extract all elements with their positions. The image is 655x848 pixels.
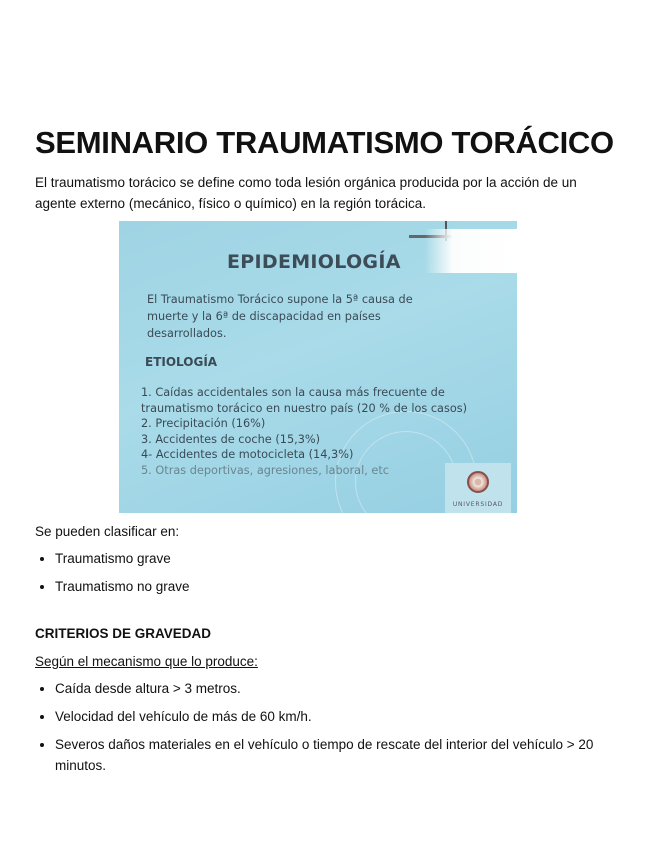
criteria-heading: CRITERIOS DE GRAVEDAD [35, 626, 212, 641]
light-glare [425, 229, 517, 273]
epidemiology-slide-photo [119, 221, 517, 513]
list-item: • Velocidad del vehículo de más de 60 km/h. [55, 706, 620, 727]
slide-etiology-list [141, 385, 471, 478]
slide-list-item: 3. Accidentes de coche (15,3%) [141, 432, 321, 446]
list-item: • Caída desde altura > 3 metros. [55, 678, 620, 699]
slide-paragraph: El Traumatismo Torácico supone la 5ª causa de muerte y la 6ª de discapacidad en países desarrollados. [147, 293, 413, 340]
intro-paragraph: El traumatismo torácico se define como toda lesión orgánica producida por la acción de un agente externo (mecánico, físico o químico) en la región torácica. [35, 175, 577, 211]
slide-list-item: 4- Accidentes de motocicleta (14,3%) [141, 448, 354, 461]
classify-list [35, 548, 620, 597]
slide-list-item: 1. Caídas accidentales son la causa más frecuente de traumatismo torácico en nuestro país (20 % de los casos) [141, 386, 468, 415]
slide-list-item: 5. Otras deportivas, agresiones, laboral, etc [141, 463, 390, 477]
document-page [35, 126, 620, 783]
university-logo [445, 463, 511, 513]
mechanism-list [35, 678, 620, 776]
list-item: • Traumatismo no grave [55, 576, 620, 597]
slide-title: EPIDEMIOLOGÍA [227, 251, 401, 273]
classify-intro: Se pueden clasificar en: [35, 524, 180, 539]
page-title: SEMINARIO TRAUMATISMO TORÁCICO [35, 125, 614, 160]
university-seal-icon [467, 471, 489, 493]
university-label: UNIVERSIDAD [452, 501, 504, 508]
slide-list-item: 2. Precipitación (16%) [141, 417, 266, 430]
list-item: • Traumatismo grave [55, 548, 620, 569]
list-item: • Severos daños materiales en el vehículo o tiempo de rescate del interior del vehículo > 20 minutos. [55, 734, 620, 776]
slide-subtitle: ETIOLOGÍA [145, 355, 218, 369]
mechanism-heading: Según el mecanismo que lo produce: [35, 654, 258, 669]
